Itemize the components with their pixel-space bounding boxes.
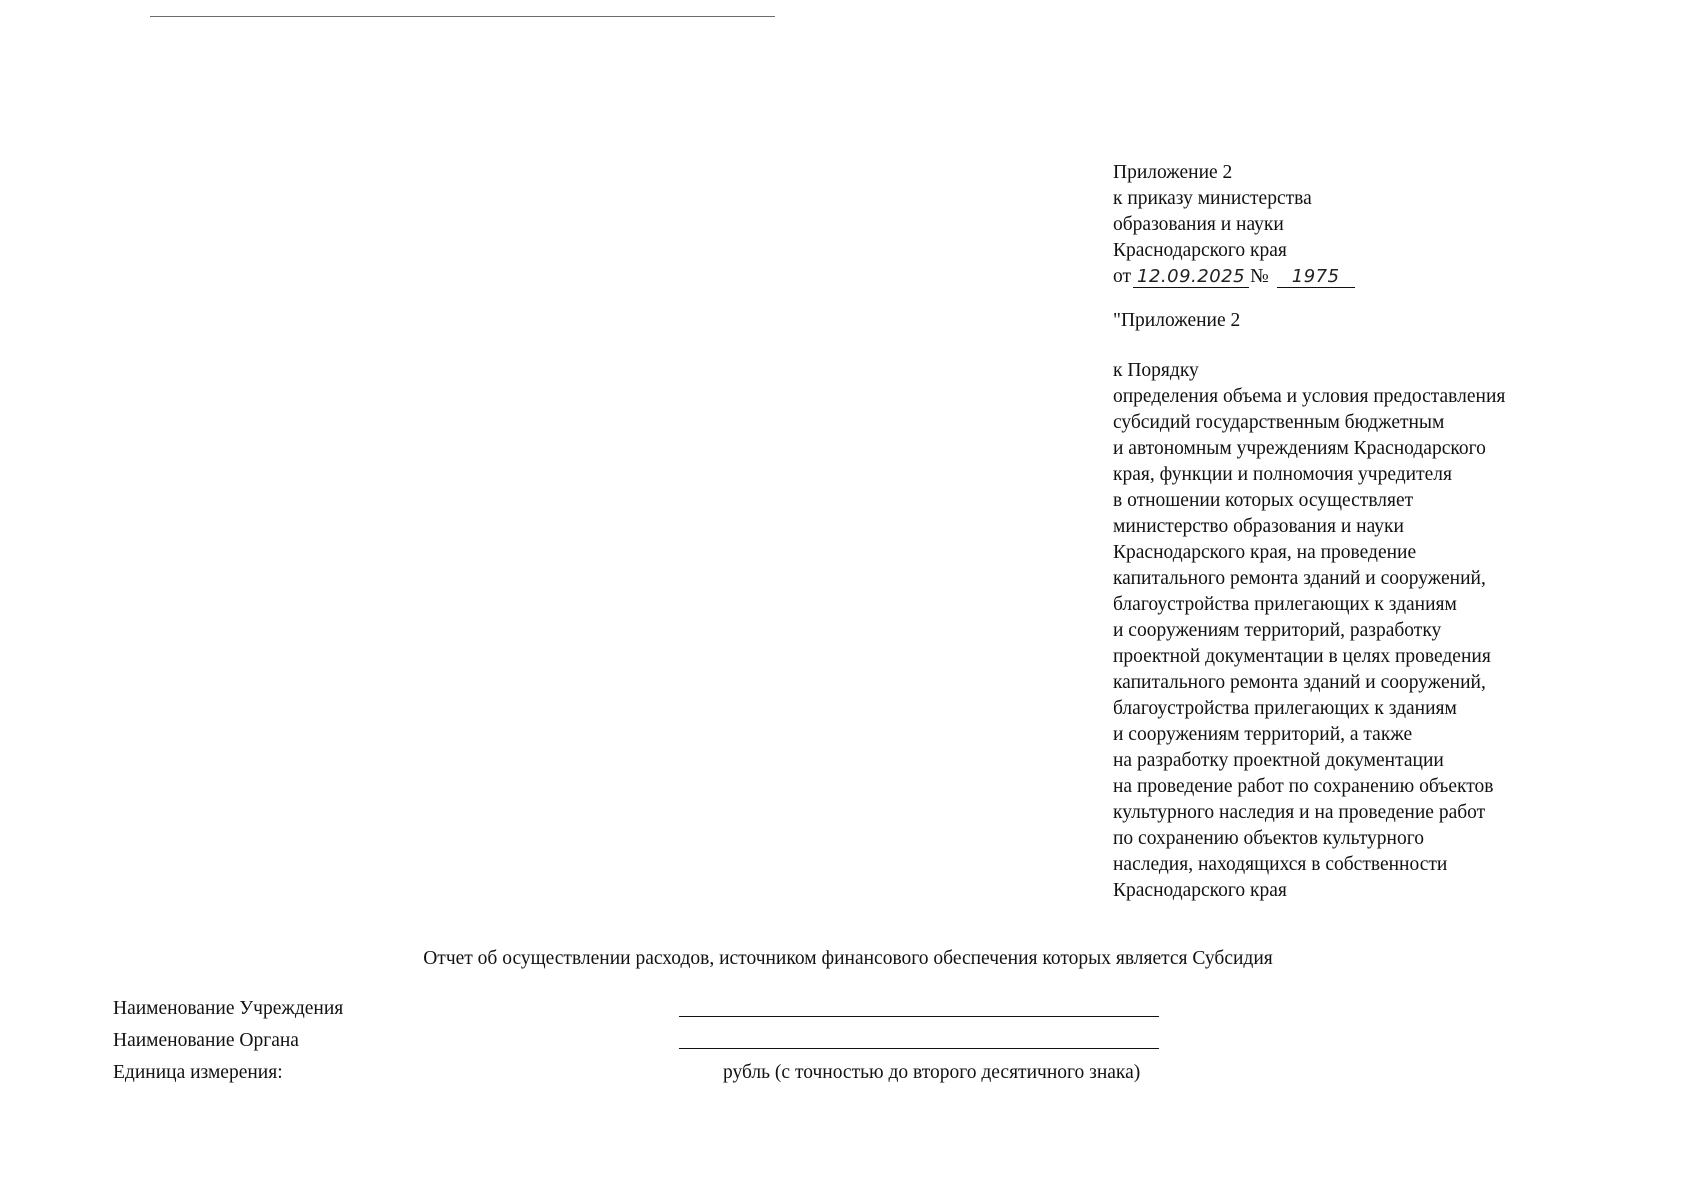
unit-value: рубль (с точностью до второго десятичного знака)	[723, 1062, 1141, 1083]
inner-annex-line: культурного наследия и на проведение работ	[1113, 802, 1486, 823]
top-scan-rule	[150, 16, 775, 17]
inner-annex-line: в отношении которых осуществляет	[1113, 490, 1414, 511]
authority-blank-line	[679, 1048, 1159, 1049]
annex-date-number-line	[1113, 264, 1673, 290]
unit-row	[113, 1060, 1213, 1086]
number-sign: №	[1250, 266, 1269, 287]
inner-annex-line: наследия, находящихся в собственности	[1113, 854, 1448, 875]
institution-blank-line	[679, 1016, 1159, 1017]
institution-row	[113, 996, 1213, 1022]
handwritten-date: 12.09.2025	[1133, 267, 1249, 288]
date-prefix: от	[1113, 266, 1132, 287]
inner-annex-line: на проведение работ по сохранению объектов	[1113, 776, 1494, 797]
spacer	[1113, 334, 1673, 358]
inner-annex-line: края, функции и полномочия учредителя	[1113, 464, 1452, 485]
annex-ministry: образования и науки	[1113, 214, 1284, 235]
inner-annex-line: субсидий государственным бюджетным	[1113, 412, 1445, 433]
inner-annex-line: благоустройства прилегающих к зданиям	[1113, 698, 1457, 719]
authority-label: Наименование Органа	[113, 1030, 299, 1051]
institution-label: Наименование Учреждения	[113, 998, 344, 1019]
inner-annex-line: благоустройства прилегающих к зданиям	[1113, 594, 1457, 615]
handwritten-number: 1975	[1277, 267, 1355, 288]
authority-row	[113, 1028, 1213, 1054]
inner-annex-line: капитального ремонта зданий и сооружений,	[1113, 672, 1486, 693]
report-title: Отчет об осуществлении расходов, источником финансового обеспечения которых является Субсидия	[423, 948, 1273, 969]
inner-annex-line: и сооружениям территорий, а также	[1113, 724, 1413, 745]
annex-header	[1113, 160, 1673, 904]
inner-annex-line: на разработку проектной документации	[1113, 750, 1444, 771]
inner-annex-line: к Порядку	[1113, 360, 1199, 381]
inner-annex-line: определения объема и условия предоставления	[1113, 386, 1506, 407]
inner-annex-line: и сооружениям территорий, разработку	[1113, 620, 1442, 641]
inner-annex-line: Краснодарского края	[1113, 880, 1287, 901]
inner-annex-line: капитального ремонта зданий и сооружений,	[1113, 568, 1486, 589]
inner-annex-line: министерство образования и науки	[1113, 516, 1404, 537]
spacer	[1113, 290, 1673, 308]
inner-annex-line: и автономным учреждениям Краснодарского	[1113, 438, 1486, 459]
unit-label: Единица измерения:	[113, 1062, 283, 1083]
inner-annex-title: "Приложение 2	[1113, 310, 1241, 331]
inner-annex-text	[1113, 358, 1673, 904]
annex-region: Краснодарского края	[1113, 240, 1287, 261]
annex-title: Приложение 2	[1113, 162, 1233, 183]
inner-annex-line: проектной документации в целях проведения	[1113, 646, 1491, 667]
inner-annex-line: Краснодарского края, на проведение	[1113, 542, 1417, 563]
inner-annex-line: по сохранению объектов культурного	[1113, 828, 1424, 849]
annex-order-ref: к приказу министерства	[1113, 188, 1312, 209]
